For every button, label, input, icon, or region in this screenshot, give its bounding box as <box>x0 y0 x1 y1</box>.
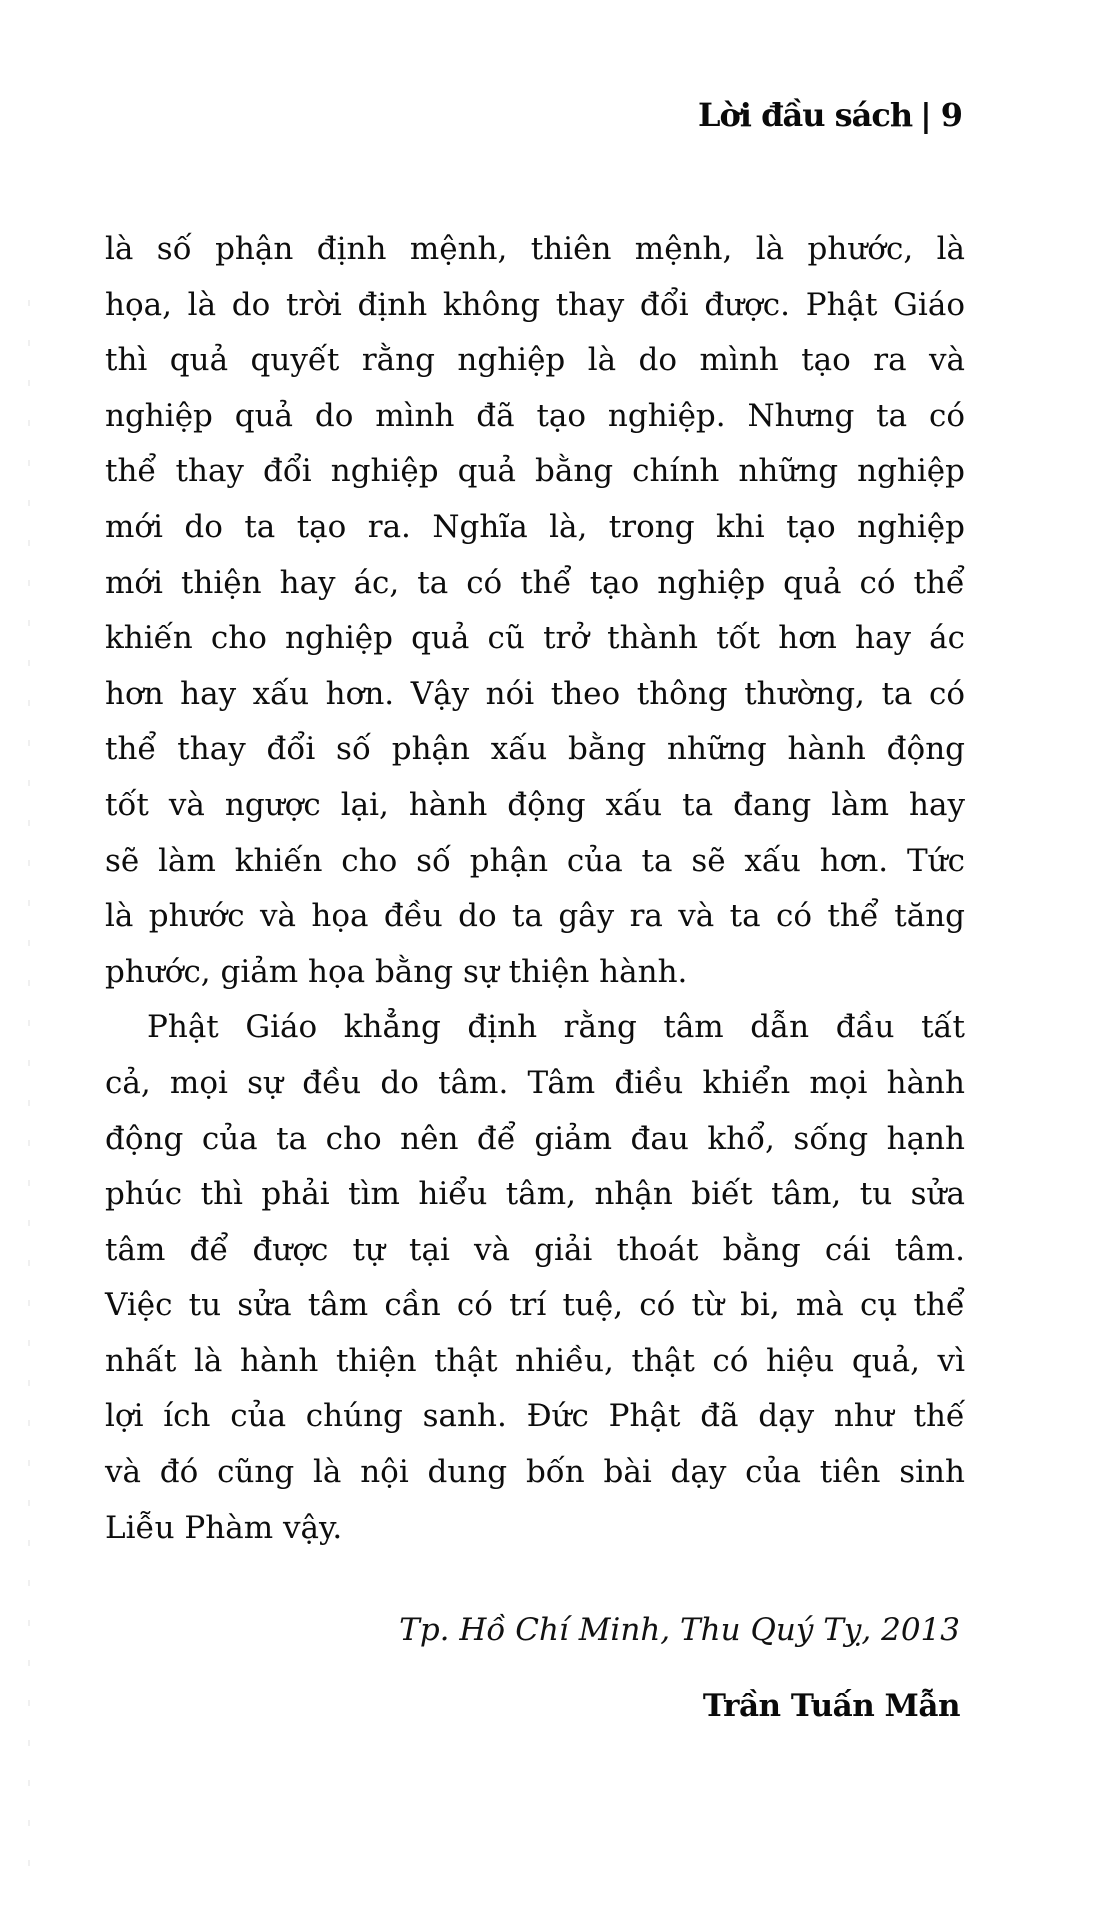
text-line: sẽ làm khiến cho số phận của ta sẽ xấu hơn. Tức <box>105 842 965 879</box>
header-separator: | <box>920 96 931 134</box>
paragraph-2 <box>105 1000 965 1556</box>
scan-edge-artifact <box>28 300 30 1900</box>
text-line: và đó cũng là nội dung bốn bài dạy của tiên sinh <box>105 1454 965 1491</box>
text-line: khiến cho nghiệp quả cũ trở thành tốt hơn hay ác <box>105 620 965 657</box>
text-line: phúc thì phải tìm hiểu tâm, nhận biết tâm, tu sửa <box>105 1176 965 1213</box>
text-line: lợi ích của chúng sanh. Đức Phật đã dạy như thế <box>105 1398 965 1435</box>
text-line: động của ta cho nên để giảm đau khổ, sống hạnh <box>105 1120 965 1157</box>
body-text <box>105 222 965 1556</box>
page-number: 9 <box>940 96 962 134</box>
text-line: là số phận định mệnh, thiên mệnh, là phước, là <box>105 231 965 267</box>
text-line: Phật Giáo khẳng định rằng tâm dẫn đầu tất <box>147 1009 965 1046</box>
text-line: họa, là do trời định không thay đổi được. Phật Giáo <box>105 286 965 323</box>
text-line: Liễu Phàm vậy. <box>105 1509 343 1546</box>
paragraph-1 <box>105 222 965 1000</box>
text-line: phước, giảm họa bằng sự thiện hành. <box>105 953 688 990</box>
text-line: thì quả quyết rằng nghiệp là do mình tạo ra và <box>105 342 965 379</box>
text-line: nghiệp quả do mình đã tạo nghiệp. Nhưng ta có <box>105 397 965 434</box>
text-line: là phước và họa đều do ta gây ra và ta có thể tăng <box>105 898 965 935</box>
author-signature: Trần Tuấn Mẫn <box>702 1688 960 1724</box>
section-title: Lời đầu sách <box>697 96 913 134</box>
text-line: thể thay đổi số phận xấu bằng những hành động <box>105 731 965 768</box>
text-line: mới thiện hay ác, ta có thể tạo nghiệp quả có thể <box>105 564 965 601</box>
text-line: thể thay đổi nghiệp quả bằng chính những nghiệp <box>105 453 965 490</box>
text-line: tốt và ngược lại, hành động xấu ta đang làm hay <box>105 786 965 823</box>
text-line: tâm để được tự tại và giải thoát bằng cái tâm. <box>105 1231 965 1268</box>
text-line: nhất là hành thiện thật nhiều, thật có hiệu quả, vì <box>105 1342 965 1379</box>
text-line: mới do ta tạo ra. Nghĩa là, trong khi tạo nghiệp <box>105 508 965 545</box>
text-line: cả, mọi sự đều do tâm. Tâm điều khiển mọi hành <box>105 1064 965 1101</box>
place-date-line: Tp. Hồ Chí Minh, Thu Quý Tỵ, 2013 <box>399 1612 960 1648</box>
running-header <box>698 96 962 134</box>
text-line: Việc tu sửa tâm cần có trí tuệ, có từ bi, mà cụ thể <box>105 1287 965 1324</box>
text-line: hơn hay xấu hơn. Vậy nói theo thông thường, ta có <box>105 675 965 712</box>
